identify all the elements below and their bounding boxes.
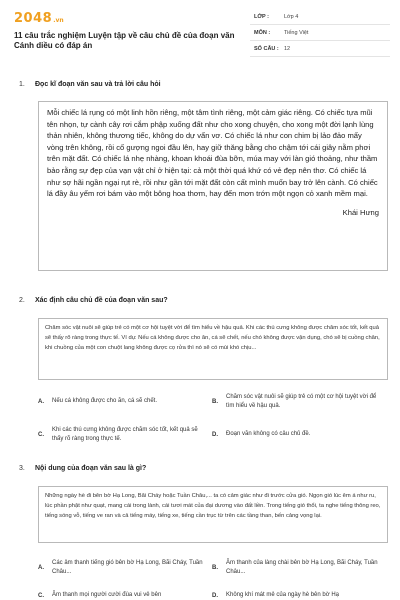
passage-author: Khái Hưng: [342, 207, 379, 217]
option-text: Chăm sóc vật nuôi sẽ giúp trẻ có một cơ hội tuyệt vời để tìm hiểu về hậu quả.: [226, 393, 377, 409]
question-prompt: Nội dung của đoạn văn sau là gì?: [35, 465, 147, 472]
meta-value: Tiếng Việt: [284, 29, 309, 36]
option-a[interactable]: [38, 392, 210, 412]
meta-row-subject: [250, 25, 390, 41]
meta-key: SỐ CÂU :: [254, 45, 279, 52]
meta-value: 12: [284, 45, 291, 52]
option-letter: A.: [38, 565, 44, 571]
option-text: Đoạn văn không có câu chủ đề.: [226, 431, 311, 438]
question-prompt: Xác định câu chủ đề của đoạn văn sau?: [35, 297, 168, 304]
option-text: Nếu cá không được cho ăn, cá sẽ chết.: [52, 398, 158, 405]
meta-value: Lớp 4: [284, 13, 299, 20]
option-text: Khi các thú cưng không được chăm sóc tốt, kết quả sẽ thấy rõ ràng trong thực tế.: [52, 426, 198, 442]
option-letter: A.: [38, 399, 44, 405]
question-3: [14, 464, 386, 474]
question-heading: [14, 464, 386, 474]
site-logo[interactable]: [14, 11, 64, 25]
logo-domain: .vn: [53, 17, 64, 24]
option-a[interactable]: [38, 558, 210, 578]
answer-options: [38, 392, 388, 454]
meta-key: LỚP :: [254, 13, 269, 20]
meta-row-count: [250, 41, 390, 57]
question-number: 3.: [19, 465, 25, 472]
option-b[interactable]: [212, 392, 384, 412]
document-title: 11 câu trắc nghiệm Luyện tập về câu chủ đề của đoạn văn Cánh diều có đáp án: [14, 31, 235, 50]
meta-table: [250, 9, 390, 57]
page-header: [0, 0, 400, 62]
logo-text: 2048: [14, 11, 53, 26]
question-1: [14, 80, 386, 90]
option-text: Âm thanh mọi người cười đùa vui vẻ bên: [52, 592, 162, 599]
option-letter: B.: [212, 399, 218, 405]
question-heading: [14, 80, 386, 90]
passage-box: [38, 101, 388, 271]
passage-text: Mỗi chiếc lá rụng có một linh hồn riêng, một tâm tình riêng, một cảm giác riêng. Có chiếc tựa mũi tên nhọn, tự cành cây rơi cắm phập xuống đất như cho xong chuyện, cho xong một đời lạnh lùng thản nhiên, không thương tiếc, không do dự vẩn vơ. Có chiếc lá như con chim bị lảo đảo mấy vòng trên không, rồi cố gượng ngoi đầu lên, hay giữ thăng bằng cho chậm tới cái giây nằm phơi trên mặt đất. Có chiếc lá nhẹ nhàng, khoan khoái đùa bỡn, múa may với làn gió thoảng, như thầm bảo rằng sự đẹp của vạn vật chỉ ở hiện tại: cả một thời quá khứ có vẻ đẹp nên thơ. Có chiếc lá như sợ hãi ngần ngại rụt rè, rồi như gần tới mặt đất còn cất mình muốn bay trở lên cành. Có chiếc lá đầy âu yếm rơi bám vào một bông hoa thơm, hay đến mơn trớn một ngọn cỏ xanh mềm mại.: [47, 108, 378, 199]
question-number: 2.: [19, 297, 25, 304]
passage-box: [38, 318, 388, 380]
option-letter: C.: [38, 593, 44, 599]
question-2: [14, 296, 386, 306]
passage-box: [38, 486, 388, 543]
option-text: Các âm thanh tiếng gió bên bờ Hạ Long, Bãi Cháy, Tuần Châu...: [52, 559, 203, 575]
option-text: Không khí mát mẻ của ngày hè bên bờ Hạ: [226, 592, 340, 599]
option-c[interactable]: [38, 425, 210, 445]
option-c[interactable]: [38, 591, 210, 600]
option-text: Âm thanh của làng chài bên bờ Hạ Long, Bãi Cháy, Tuần Châu...: [226, 559, 378, 575]
option-letter: D.: [212, 593, 218, 599]
question-heading: [14, 296, 386, 306]
meta-row-class: [250, 9, 390, 25]
option-b[interactable]: [212, 558, 384, 578]
option-letter: D.: [212, 432, 218, 438]
option-d[interactable]: [212, 425, 384, 445]
answer-options: [38, 558, 388, 600]
meta-key: MÔN :: [254, 29, 271, 36]
option-letter: C.: [38, 432, 44, 438]
question-number: 1.: [19, 81, 25, 88]
question-prompt: Đọc kĩ đoạn văn sau và trả lời câu hỏi: [35, 81, 161, 88]
passage-text: Những ngày hè đi bên bờ Hạ Long, Bãi Cháy hoặc Tuần Châu,... ta có cảm giác như đi trước cửa gió. Ngọn gió lúc êm á như ru, lúc phần phật như quạt, mang cái trong lành, cái tươi mát của đại dương vào đất liền. Trong tiếng gió thổi, ta nghe tiếng thông reo, tiếng sóng vỗ, tiếng ve ran và cả tiếng máy, tiếng xe, tiếng cần trục từ trên các tầng than, bến cảng vọng lại.: [45, 493, 381, 519]
option-d[interactable]: [212, 591, 384, 600]
passage-text: Chăm sóc vật nuôi sẽ giúp trẻ có một cơ hội tuyệt vời để tìm hiểu về hậu quả. Khi các thú cưng không được chăm sóc tốt, kết quả sẽ thấy rõ ràng trong thực tế. Ví dụ: Nếu cá không được cho ăn, cá sẽ chết, nếu chó không được vận dụng, chó sẽ bị cuồng chân, khi chuồng của một con chuột lang không được cọ rửa thì nó sẽ có mùi khó chịu...: [45, 325, 380, 351]
option-letter: B.: [212, 565, 218, 571]
